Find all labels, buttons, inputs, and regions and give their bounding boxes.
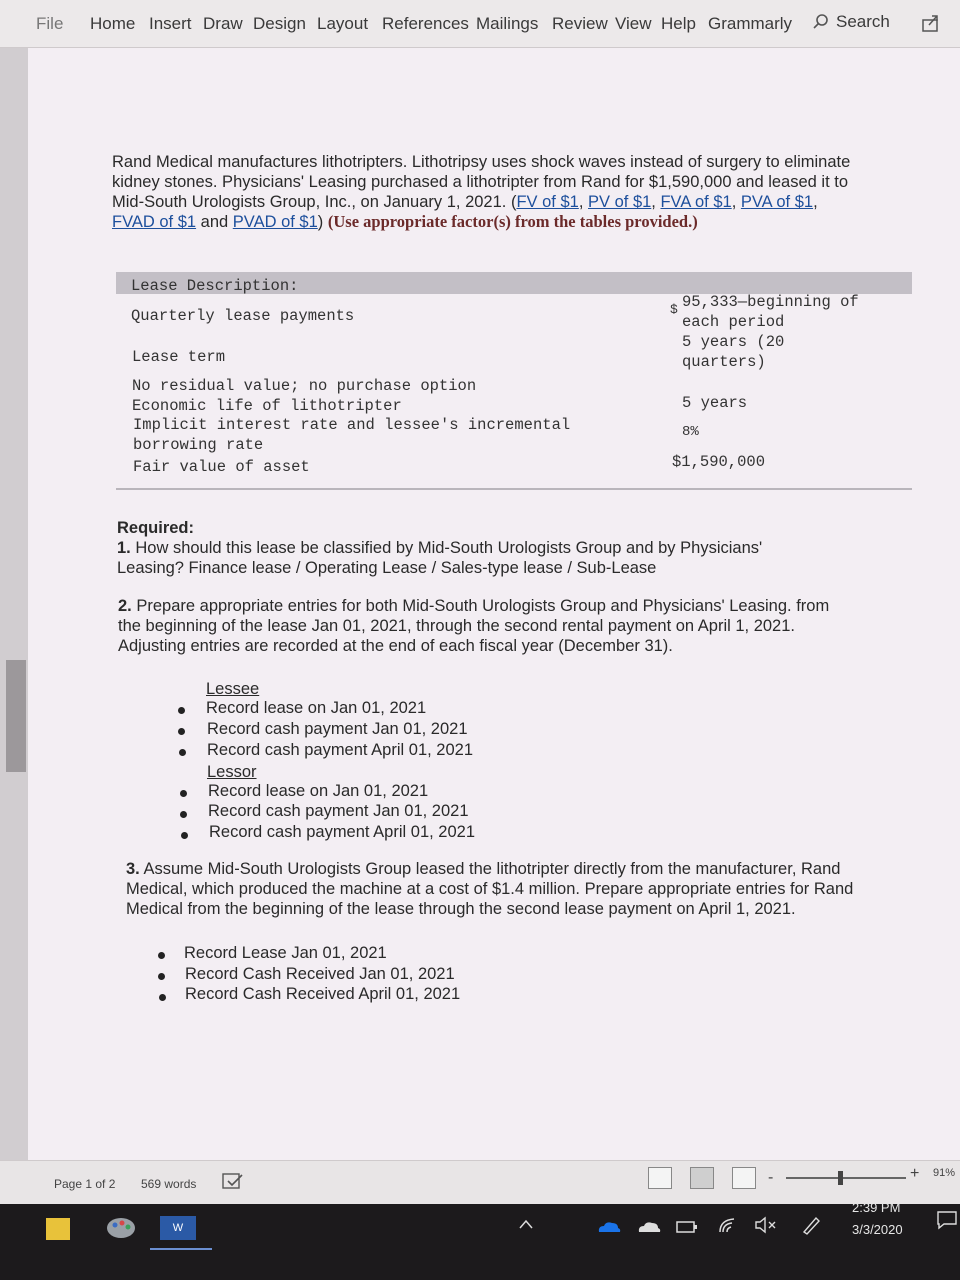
bullet	[159, 994, 166, 1001]
q2-number: 2.	[118, 597, 132, 615]
link-fv[interactable]: FV of $1	[516, 193, 579, 211]
bullet	[181, 832, 188, 839]
lease-header: Lease Description:	[131, 277, 299, 295]
lease-label-term: Lease term	[132, 348, 226, 366]
tab-draw[interactable]: Draw	[203, 14, 243, 33]
lease-value-term: 5 years (20 quarters)	[682, 333, 785, 371]
lessee-item-1: Record lease on Jan 01, 2021	[206, 699, 427, 717]
print-layout-button[interactable]	[690, 1167, 714, 1189]
lease-label-fair-value: Fair value of asset	[133, 458, 310, 476]
tab-file[interactable]: File	[36, 14, 64, 33]
wifi-icon[interactable]	[718, 1216, 738, 1234]
lease-label-residual: No residual value; no purchase option	[132, 377, 477, 395]
zoom-slider[interactable]	[786, 1177, 906, 1179]
windows-taskbar	[0, 1200, 960, 1280]
tab-mailings[interactable]: Mailings	[476, 14, 539, 33]
search-label: Search	[836, 12, 890, 31]
tab-grammarly[interactable]: Grammarly	[708, 14, 793, 33]
left-gutter	[0, 48, 28, 1160]
question-1	[117, 538, 817, 578]
ribbon-menu	[0, 0, 960, 48]
q1-number: 1.	[117, 539, 131, 557]
bullet	[158, 952, 165, 959]
tab-home[interactable]: Home	[90, 14, 136, 33]
lease-value-rate: 8%	[682, 424, 699, 440]
word-app-icon[interactable]: W	[160, 1216, 196, 1240]
tab-review[interactable]: Review	[552, 14, 608, 33]
proofing-icon[interactable]	[222, 1173, 244, 1191]
lessor-item-3: Record cash payment April 01, 2021	[209, 823, 475, 841]
q3-item-3: Record Cash Received April 01, 2021	[185, 985, 461, 1003]
bullet	[180, 790, 187, 797]
link-fvad[interactable]: FVAD of $1	[112, 213, 197, 231]
lessee-item-2: Record cash payment Jan 01, 2021	[207, 720, 468, 738]
sticky-notes-icon[interactable]	[46, 1218, 70, 1240]
chevron-up-icon[interactable]	[518, 1218, 534, 1230]
q3-item-2: Record Cash Received Jan 01, 2021	[185, 965, 455, 983]
paint-app-icon[interactable]	[104, 1214, 138, 1242]
q2-text: Prepare appropriate entries for both Mid-South Urologists Group and Physicians' Leasing. from the beginning of the lease Jan 01, 2021, through the second rental payment on April 1, 2021. Adjusting entries are recorded at the end of each fiscal year (December 31).	[118, 597, 830, 655]
lease-label-rate	[133, 415, 633, 455]
lease-label-payments: Quarterly lease payments	[131, 307, 355, 325]
zoom-slider-thumb[interactable]	[838, 1171, 843, 1185]
question-2	[118, 596, 838, 656]
lessor-item-1: Record lease on Jan 01, 2021	[208, 782, 429, 800]
search-box[interactable]	[812, 12, 890, 32]
lease-label-life: Economic life of lithotripter	[132, 397, 402, 415]
link-fva[interactable]: FVA of $1	[660, 193, 732, 211]
question-3	[126, 859, 856, 919]
link-pvad[interactable]: PVAD of $1	[232, 213, 318, 231]
tab-insert[interactable]: Insert	[149, 14, 192, 33]
status-bar	[0, 1160, 960, 1204]
search-icon	[812, 13, 830, 31]
lease-value-payments: 95,333—beginning of each period	[682, 293, 859, 331]
lessee-item-3: Record cash payment April 01, 2021	[207, 741, 473, 759]
q3-item-1: Record Lease Jan 01, 2021	[184, 944, 387, 962]
tab-help[interactable]: Help	[661, 14, 696, 33]
link-pva[interactable]: PVA of $1	[740, 193, 814, 211]
clock-time[interactable]: 2:39 PM	[852, 1200, 901, 1215]
intro-text: Rand Medical manufactures lithotripters. Lithotripsy uses shock waves instead of surgery to eliminate kidney stones. Physicians' Leasing purchased a lithotripter from Rand for $1,590,000 and leased it to Mid-South Urologists Group, Inc., on January 1, 2021. (	[112, 153, 851, 211]
zoom-in-icon[interactable]: +	[910, 1165, 920, 1182]
zoom-level[interactable]: 91%	[933, 1167, 956, 1179]
clock-date[interactable]: 3/3/2020	[852, 1222, 903, 1237]
lease-value-fair-value: $1,590,000	[672, 453, 766, 471]
onedrive-icon[interactable]	[596, 1220, 622, 1234]
active-app-indicator	[150, 1248, 212, 1250]
required-label: Required:	[117, 519, 195, 537]
bullet	[180, 811, 187, 818]
intro-paragraph: Rand Medical manufactures lithotripters. Lithotripsy uses shock waves instead of surgery to eliminate kidney stones. Physicians' Leasing purchased a lithotripter from Rand for $1,590,000 and leased it to Mid-South Urologists Group, Inc., on January 1, 2021. (FV of $1, PV of $1, FVA of $1, PVA of $1, FVAD of $1 and PVAD of $1) (Use appropriate factor(s) from the tables provided.)	[112, 153, 851, 231]
lease-divider	[116, 488, 912, 490]
bullet	[158, 973, 165, 980]
bullet	[179, 749, 186, 756]
word-count[interactable]: 569 words	[141, 1177, 197, 1191]
lessor-item-2: Record cash payment Jan 01, 2021	[208, 802, 469, 820]
cloud-icon[interactable]	[636, 1220, 662, 1234]
q3-text: Assume Mid-South Urologists Group leased the lithotripter directly from the manufacturer, Rand Medical, which produced the machine at a cost of $1.4 million. Prepare appropriate entries for Rand Medical from the beginning of the lease through the second lease payment on April 1, 2021.	[126, 860, 854, 918]
tab-references[interactable]: References	[382, 14, 469, 33]
battery-icon[interactable]	[676, 1220, 698, 1234]
q3-number: 3.	[126, 860, 140, 878]
tab-layout[interactable]: Layout	[317, 14, 369, 33]
pen-workspace-icon[interactable]	[800, 1214, 822, 1236]
instruction-text: (Use appropriate factor(s) from the tables provided.)	[327, 212, 698, 231]
bullet	[178, 707, 185, 714]
link-pv[interactable]: PV of $1	[588, 193, 652, 211]
tab-design[interactable]: Design	[253, 14, 306, 33]
notifications-icon[interactable]	[936, 1210, 958, 1230]
volume-muted-icon[interactable]	[754, 1216, 778, 1234]
lease-value-life: 5 years	[682, 394, 748, 412]
zoom-out-icon[interactable]: -	[768, 1169, 774, 1186]
vertical-scroll-thumb[interactable]	[6, 660, 26, 772]
lease-label-rate-text: Implicit interest rate and lessee's incremental borrowing rate	[133, 416, 571, 454]
lessee-heading: Lessee	[206, 680, 260, 698]
lessor-heading: Lessor	[207, 763, 257, 781]
share-icon[interactable]	[920, 12, 942, 34]
q1-text: How should this lease be classified by Mid-South Urologists Group and by Physicians' Leasing? Finance lease / Operating Lease / Sales-type lease / Sub-Lease	[117, 539, 763, 577]
dollar-sign: $	[670, 302, 678, 317]
tab-view[interactable]: View	[615, 14, 652, 33]
bullet	[178, 728, 185, 735]
page-count[interactable]: Page 1 of 2	[54, 1177, 116, 1191]
read-mode-button[interactable]	[648, 1167, 672, 1189]
web-layout-button[interactable]	[732, 1167, 756, 1189]
